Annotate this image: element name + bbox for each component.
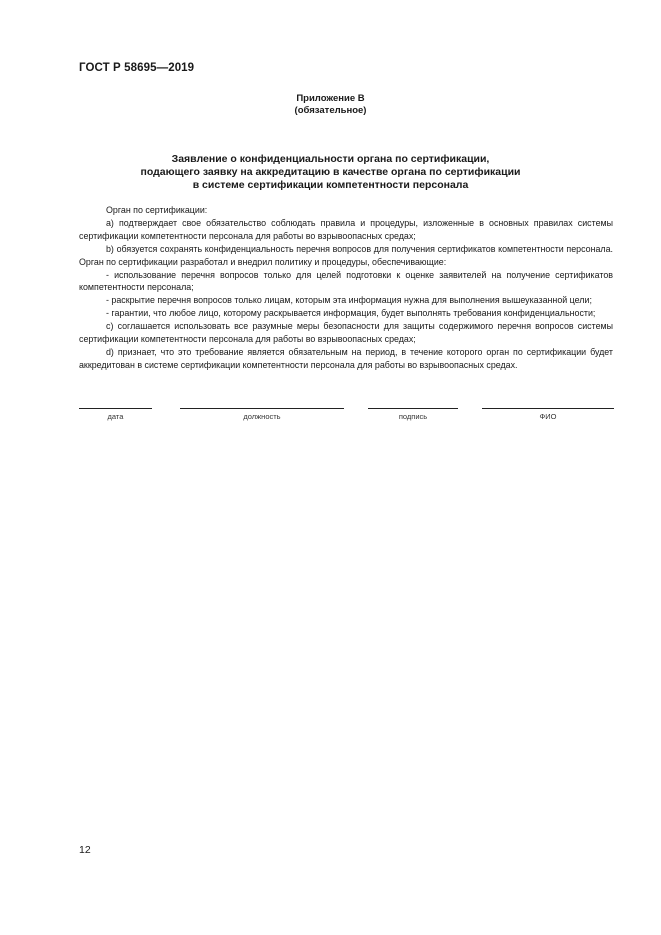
position-label: должность [243, 412, 281, 421]
body-paragraph: d) признает, что это требование является обязательным на период, в течение которого орган по сертификации будет аккредитован в системе сертификации компетентности персонала для работы во взрывоопасных средах. [79, 346, 613, 370]
page-number: 12 [79, 844, 91, 856]
body-paragraph: - гарантии, что любое лицо, которому раскрывается информация, будет выполнять требования конфиденциальности; [106, 308, 596, 319]
body-paragraph: Орган по сертификации: [106, 205, 208, 215]
date-signature-line [79, 408, 152, 409]
date-label: дата [107, 412, 124, 421]
body-paragraph: a) подтверждает свое обязательство соблюдать правила и процедуры, изложенные в основных правилах системы сертификации компетентности персонала для работы во взрывоопасных средах; [79, 217, 613, 241]
body-paragraph: b) обязуется сохранять конфиденциальность перечня вопросов для получения сертификатов компетентности персонала. Орган по сертификации разработал и внедрил политику и процедуры, обеспечивающие: [79, 243, 613, 267]
signature-label: подпись [398, 412, 428, 421]
document-header: ГОСТ Р 58695—2019 [79, 62, 195, 74]
signature-line [368, 408, 458, 409]
appendix-label: Приложение В [296, 93, 365, 104]
body-paragraph: - использование перечня вопросов только для целей подготовки к оценке заявителей на получение сертификатов компетентности персонала; [79, 269, 613, 293]
name-label: ФИО [539, 412, 557, 421]
body-paragraph: c) соглашается использовать все разумные меры безопасности для защиты содержимого перечня вопросов системы сертификации компетентности персонала для работы во взрывоопасных средах; [79, 321, 613, 345]
position-signature-line [180, 408, 344, 409]
appendix-status: (обязательное) [294, 105, 367, 116]
body-paragraph: - раскрытие перечня вопросов только лицам, которым эта информация нужна для выполнения вышеуказанной цели; [106, 295, 592, 306]
statement-title [0, 153, 661, 192]
name-signature-line [482, 408, 614, 409]
title-line-1: Заявление о конфиденциальности органа по сертификации, [171, 153, 490, 165]
title-line-3: в системе сертификации компетентности персонала [192, 179, 469, 191]
appendix-heading [0, 93, 661, 117]
statement-body [79, 204, 613, 372]
title-line-2: подающего заявку на аккредитацию в качестве органа по сертификации [140, 166, 521, 178]
